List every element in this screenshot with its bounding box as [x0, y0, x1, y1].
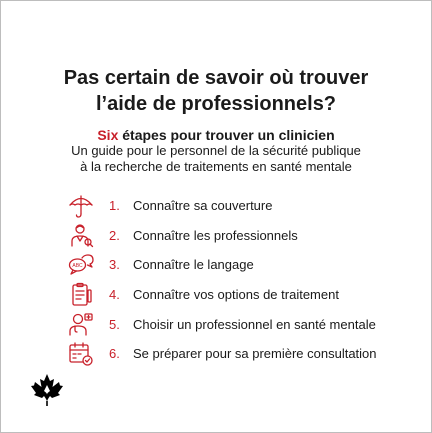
step-number: 6.	[109, 346, 120, 362]
clinician-icon	[67, 311, 95, 337]
step-label: Connaître sa couverture	[133, 198, 273, 214]
subtitle-lead	[1, 127, 431, 143]
step-number: 2.	[109, 227, 120, 243]
umbrella-icon	[67, 193, 95, 219]
maple-leaf-logo-icon	[29, 371, 65, 407]
step-label: Se préparer pour sa première consultation	[133, 346, 377, 362]
step-item	[67, 221, 407, 251]
step-item	[67, 280, 407, 310]
subtitle-line-2: Un guide pour le personnel de la sécurité publique	[71, 143, 361, 158]
title-line-1: Pas certain de savoir où trouver	[63, 67, 369, 89]
step-item	[67, 339, 407, 369]
page-title	[1, 65, 431, 117]
step-item	[67, 191, 407, 221]
step-number: 1.	[109, 198, 120, 214]
title-line-2: l’aide de professionnels?	[95, 93, 337, 115]
steps-list	[67, 191, 407, 369]
step-label: Connaître le langage	[133, 257, 254, 273]
professional-icon	[67, 222, 95, 248]
step-number: 5.	[109, 316, 120, 332]
svg-text:ABC: ABC	[72, 262, 83, 269]
calendar-icon	[67, 341, 95, 367]
step-item	[67, 250, 407, 280]
clipboard-icon	[67, 282, 95, 308]
subtitle-accent-word: Six	[97, 127, 119, 143]
step-label: Connaître les professionnels	[133, 227, 298, 243]
subtitle-block	[1, 127, 431, 175]
step-item	[67, 309, 407, 339]
subtitle-line-3: à la recherche de traitements en santé mentale	[80, 159, 352, 174]
step-label: Choisir un professionnel en santé mentale	[133, 316, 376, 332]
subtitle-lead-text: étapes pour trouver un clinicien	[118, 127, 335, 143]
step-label: Connaître vos options de traitement	[133, 287, 339, 303]
speech-bubbles-icon	[67, 252, 95, 278]
step-number: 4.	[109, 287, 120, 303]
step-number: 3.	[109, 257, 120, 273]
